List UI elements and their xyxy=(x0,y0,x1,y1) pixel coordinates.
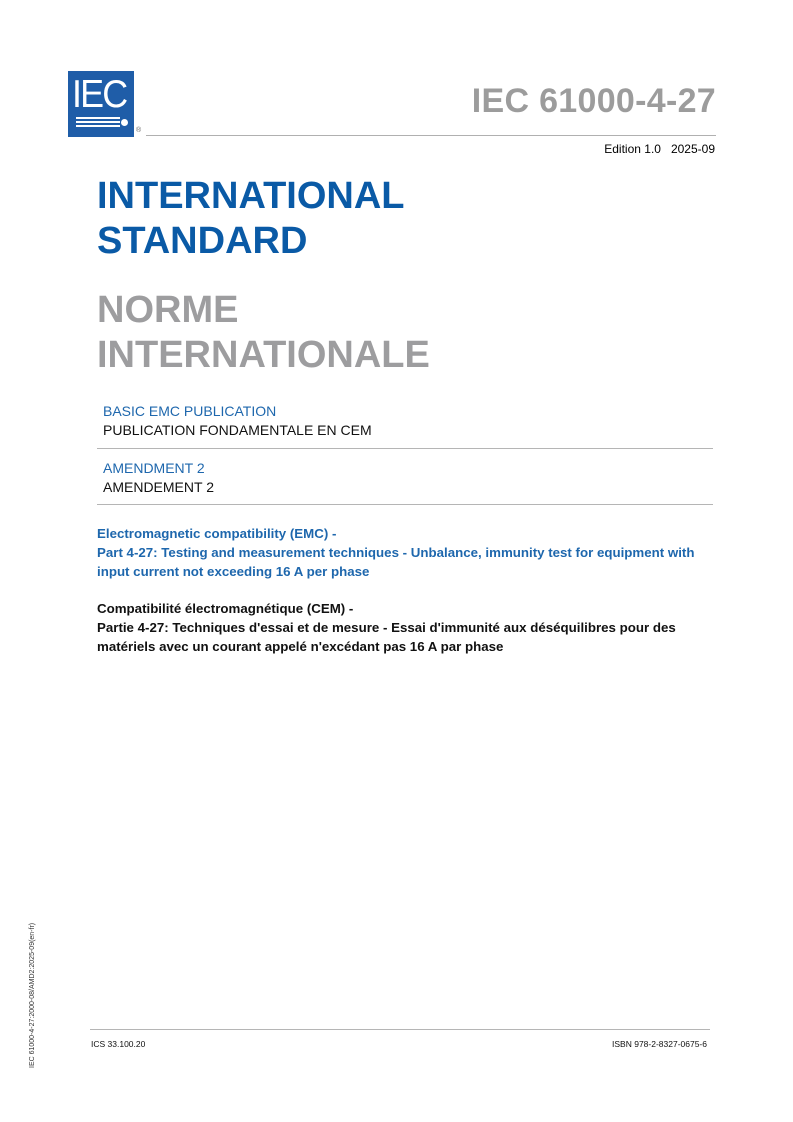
subtitle-english xyxy=(97,524,717,581)
title-french-line-1: NORME xyxy=(97,289,239,331)
logo-text: IEC xyxy=(72,73,127,116)
subtitle-french-line-2: Partie 4-27: Techniques d'essai et de mesure - Essai d'immunité aux déséquilibres pour des matériels avec un courant appelé n'excédant pas 16 A par phase xyxy=(97,620,676,654)
subtitle-french xyxy=(97,599,717,656)
publication-type xyxy=(103,402,372,440)
title-french-line-2: INTERNATIONALE xyxy=(97,334,430,376)
edition-info: Edition 1.0 2025-09 xyxy=(604,142,715,156)
publication-type-french: PUBLICATION FONDAMENTALE EN CEM xyxy=(103,422,372,438)
title-french xyxy=(97,288,430,378)
logo-dot xyxy=(121,119,128,126)
title-english xyxy=(97,174,405,264)
document-number: IEC 61000-4-27 xyxy=(471,82,716,120)
header-divider xyxy=(146,135,716,136)
iec-logo-icon xyxy=(68,71,134,137)
section-divider xyxy=(97,504,713,505)
publication-type-english: BASIC EMC PUBLICATION xyxy=(103,403,277,419)
title-english-line-2: STANDARD xyxy=(97,220,308,262)
footer-divider xyxy=(90,1029,710,1030)
amendment xyxy=(103,459,214,497)
section-divider xyxy=(97,448,713,449)
amendment-english: AMENDMENT 2 xyxy=(103,460,205,476)
registered-mark: ® xyxy=(136,127,142,134)
title-english-line-1: INTERNATIONAL xyxy=(97,175,405,217)
ics-code: ICS 33.100.20 xyxy=(91,1039,146,1049)
subtitle-french-line-1: Compatibilité électromagnétique (CEM) - xyxy=(97,601,354,616)
side-identifier: IEC 61000-4-27:2000-08/AMD2:2025-09(en-fr) xyxy=(29,922,36,1068)
subtitle-english-line-2: Part 4-27: Testing and measurement techniques - Unbalance, immunity test for equipment with input current not exceeding 16 A per phase xyxy=(97,545,695,579)
isbn: ISBN 978-2-8327-0675-6 xyxy=(612,1039,707,1049)
logo-lines xyxy=(76,117,120,129)
subtitle-english-line-1: Electromagnetic compatibility (EMC) - xyxy=(97,526,337,541)
amendment-french: AMENDEMENT 2 xyxy=(103,479,214,495)
